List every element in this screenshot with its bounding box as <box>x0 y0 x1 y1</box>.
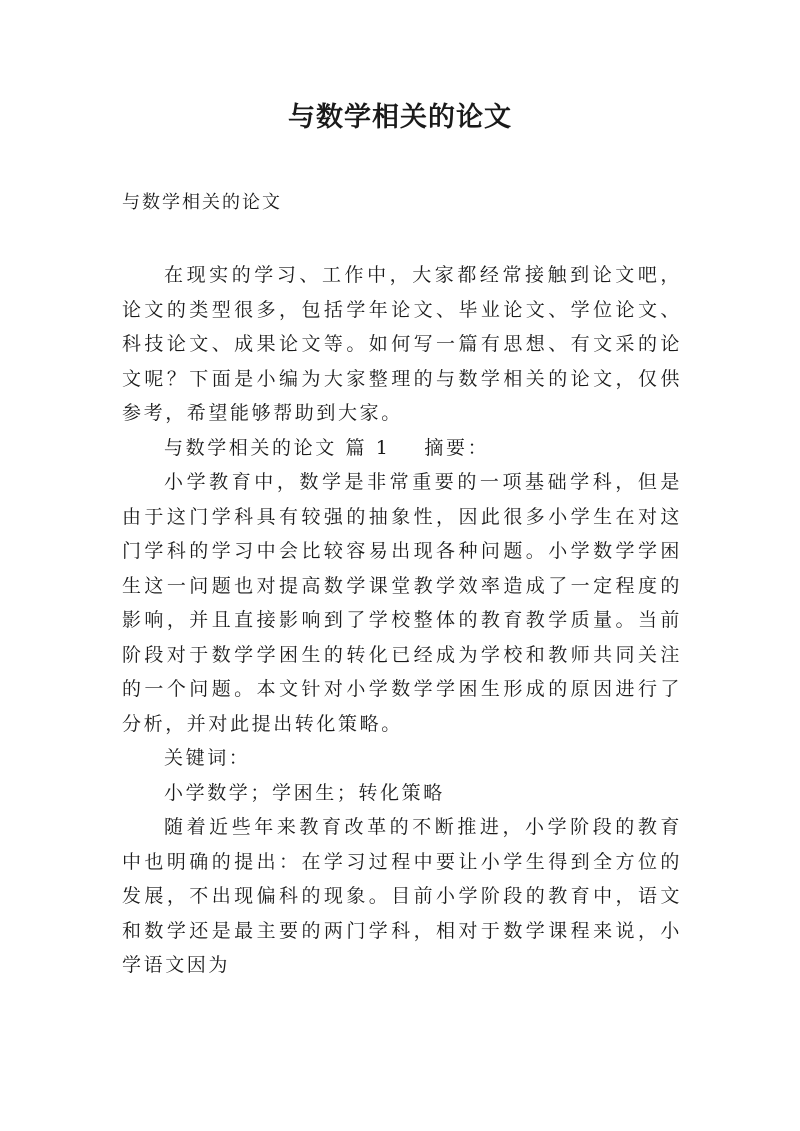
keywords-label: 关键词： <box>164 747 251 769</box>
document-title: 与数学相关的论文 <box>288 102 512 133</box>
section-part-number: 篇 1 <box>345 436 391 459</box>
document-subtitle: 与数学相关的论文 <box>122 192 282 213</box>
abstract-label: 摘要： <box>424 436 490 459</box>
section-heading <box>122 431 682 466</box>
keywords-list: 小学数学；学困生；转化策略 <box>164 781 445 804</box>
document-body <box>122 258 682 983</box>
body-paragraph: 随着近些年来教育改革的不断推进，小学阶段的教育中也明确的提出：在学习过程中要让小学生得到全方位的发展，不出现偏科的现象。目前小学阶段的教育中，语文和数学还是最主要的两门学科，相对于数学课程来说，小学语文因为 <box>122 816 682 976</box>
intro-paragraph: 在现实的学习、工作中，大家都经常接触到论文吧，论文的类型很多，包括学年论文、毕业论文、学位论文、科技论文、成果论文等。如何写一篇有思想、有文采的论文呢？下面是小编为大家整理的与数学相关的论文，仅供参考，希望能够帮助到大家。 <box>122 264 682 424</box>
section-heading-label: 与数学相关的论文 <box>164 436 337 459</box>
abstract-paragraph: 小学教育中，数学是非常重要的一项基础学科，但是由于这门学科具有较强的抽象性，因此很多小学生在对这门学科的学习中会比较容易出现各种问题。小学数学学困生这一问题也对提高数学课堂教学效率造成了一定程度的影响，并且直接影响到了学校整体的教育教学质量。当前阶段对于数学学困生的转化已经成为学校和教师共同关注的一个问题。本文针对小学数学学困生形成的原因进行了分析，并对此提出转化策略。 <box>122 471 682 735</box>
